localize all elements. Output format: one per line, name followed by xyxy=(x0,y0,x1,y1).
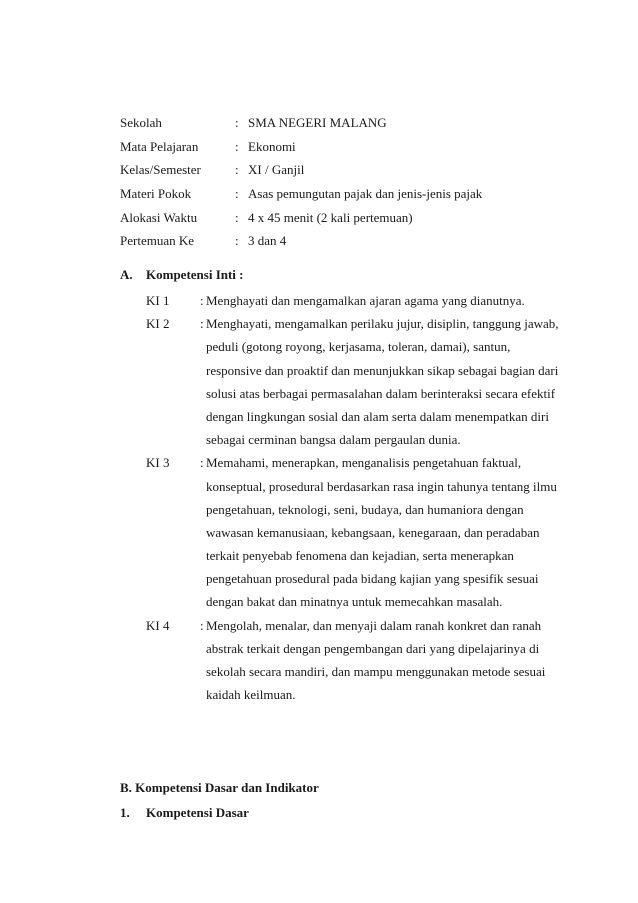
ki-text-line: dengan lingkungan sosial dan alam serta dalam menempatkan diri xyxy=(206,408,549,424)
identity-separator: : xyxy=(235,186,239,202)
section-a-heading xyxy=(120,266,244,284)
ki-item-3 xyxy=(146,454,586,616)
ki-text-line: abstrak terkait dengan pengembangan dari yang dipelajarinya di xyxy=(206,640,540,656)
ki-text-line: Menghayati dan mengamalkan ajaran agama yang dianutnya. xyxy=(206,293,525,308)
ki-colon: : xyxy=(200,455,204,471)
ki-text-line: Menghayati, mengamalkan perilaku jujur, disiplin, tanggung jawab, xyxy=(206,316,559,332)
identity-separator: : xyxy=(235,162,239,178)
identity-label: Materi Pokok xyxy=(120,186,192,202)
identity-label: Kelas/Semester xyxy=(120,162,201,178)
ki-text-line: terkait penyebab fenomena dan kejadian, serta menerapkan xyxy=(206,548,514,564)
ki-text-line: Memahami, menerapkan, menganalisis pengetahuan faktual, xyxy=(206,455,522,471)
ki-text-line: kaidah keilmuan. xyxy=(206,687,296,703)
section-number: B. xyxy=(120,780,132,795)
section-b-heading xyxy=(120,779,319,797)
ki-colon: : xyxy=(200,617,204,633)
ki-text-line: wawasan kemanusiaan, kebangsaan, kenegaraan, dan peradaban xyxy=(206,524,540,540)
identity-label: Alokasi Waktu xyxy=(120,209,198,225)
identity-value: 3 dan 4 xyxy=(248,233,287,249)
ki-text-line: responsive dan proaktif dan menunjukkan sikap sebagai bagian dari xyxy=(206,362,559,378)
ki-colon: : xyxy=(200,316,204,332)
ki-text-line: peduli (gotong royong, kerjasama, toleran, damai), santun, xyxy=(206,339,511,355)
ki-item-4 xyxy=(146,617,586,710)
identity-separator: : xyxy=(235,233,239,249)
identity-label: Sekolah xyxy=(120,115,162,130)
ki-text-line: Mengolah, menalar, dan menyaji dalam ranah konkret dan ranah xyxy=(206,617,542,633)
ki-text-line: sekolah secara mandiri, dan mampu menggunakan metode sesuai xyxy=(206,664,546,679)
identity-value: Ekonomi xyxy=(248,138,296,154)
ki-item-1 xyxy=(146,292,586,315)
ki-list xyxy=(146,292,586,709)
identity-separator: : xyxy=(235,115,239,130)
ki-code: KI 1 xyxy=(146,293,170,308)
ki-text-line: solusi atas berbagai permasalahan dalam berinteraksi secara efektif xyxy=(206,385,556,401)
identity-separator: : xyxy=(235,209,239,225)
identity-value: XI / Ganjil xyxy=(248,162,305,178)
ki-item-2 xyxy=(146,315,586,454)
identity-value: Asas pemungutan pajak dan jenis-jenis pajak xyxy=(248,186,483,202)
identity-value: 4 x 45 menit (2 kali pertemuan) xyxy=(248,209,413,225)
section-b1-heading xyxy=(120,804,249,822)
section-title: Kompetensi Dasar dan Indikator xyxy=(135,780,319,795)
section-number: A. xyxy=(120,267,133,282)
ki-colon: : xyxy=(200,293,204,308)
ki-text-line: konseptual, prosedural berdasarkan rasa ingin tahunya tentang ilmu xyxy=(206,478,557,494)
ki-text-line: sebagai cerminan bangsa dalam pergaulan dunia. xyxy=(206,432,461,448)
identity-separator: : xyxy=(235,138,239,154)
ki-text-line: dengan bakat dan minatnya untuk memecahkan masalah. xyxy=(206,594,503,610)
ki-code: KI 2 xyxy=(146,316,170,332)
ki-code: KI 3 xyxy=(146,455,170,471)
identity-value: SMA NEGERI MALANG xyxy=(248,115,387,130)
identity-label: Pertemuan Ke xyxy=(120,233,195,249)
ki-text-line: pengetahuan, teknologi, seni, budaya, dan humaniora dengan xyxy=(206,501,524,517)
ki-text-line: pengetahuan prosedural pada bidang kajian yang spesifik sesuai xyxy=(206,571,539,587)
identity-label: Mata Pelajaran xyxy=(120,138,199,154)
section-title: Kompetensi Inti : xyxy=(146,267,244,282)
ki-code: KI 4 xyxy=(146,617,170,633)
section-title: Kompetensi Dasar xyxy=(146,805,249,820)
section-number: 1. xyxy=(120,805,130,820)
